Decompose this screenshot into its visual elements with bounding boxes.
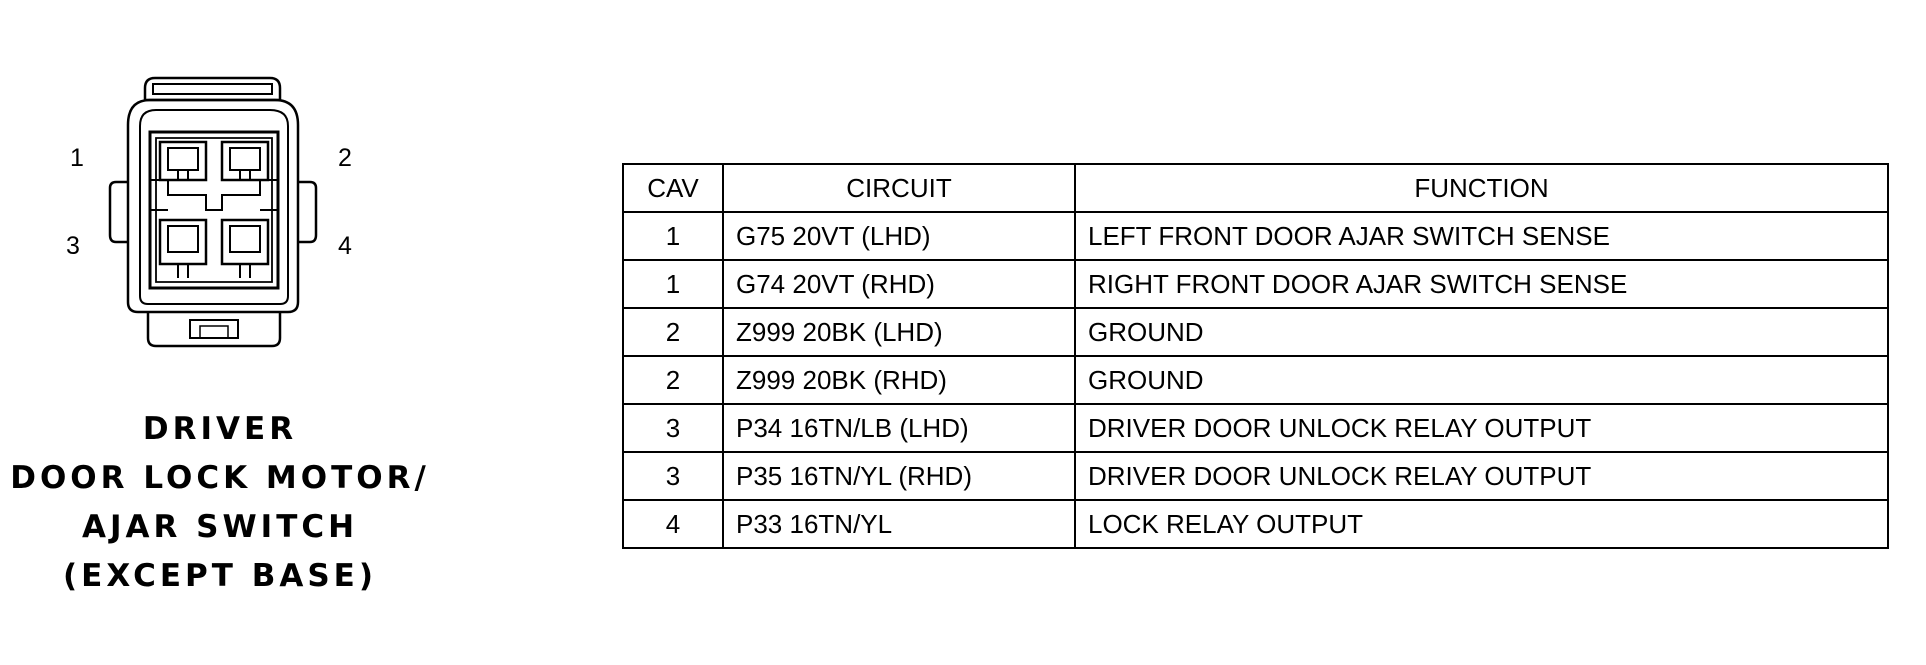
cell-cav: 2 (623, 308, 723, 356)
title-line-3: AJAR SWITCH (81, 509, 359, 545)
cell-function: DRIVER DOOR UNLOCK RELAY OUTPUT (1075, 404, 1888, 452)
header-circuit: CIRCUIT (723, 164, 1075, 212)
connector-outline (50, 70, 370, 370)
title-line-4: (EXCEPT BASE) (62, 558, 378, 594)
table-row (623, 356, 1888, 404)
connector-title (0, 405, 440, 601)
cell-circuit: G74 20VT (RHD) (723, 260, 1075, 308)
pin-label-2: 2 (338, 144, 352, 172)
title-line-2: DOOR LOCK MOTOR/ (10, 460, 430, 496)
cell-function: RIGHT FRONT DOOR AJAR SWITCH SENSE (1075, 260, 1888, 308)
cell-circuit: G75 20VT (LHD) (723, 212, 1075, 260)
header-function: FUNCTION (1075, 164, 1888, 212)
table-row (623, 500, 1888, 548)
cell-circuit: P33 16TN/YL (723, 500, 1075, 548)
table-row (623, 452, 1888, 500)
cell-function: DRIVER DOOR UNLOCK RELAY OUTPUT (1075, 452, 1888, 500)
cell-cav: 4 (623, 500, 723, 548)
table-row (623, 260, 1888, 308)
cell-cav: 3 (623, 452, 723, 500)
cell-circuit: Z999 20BK (LHD) (723, 308, 1075, 356)
table-row (623, 212, 1888, 260)
cell-function: GROUND (1075, 356, 1888, 404)
cell-circuit: P35 16TN/YL (RHD) (723, 452, 1075, 500)
pinout-table (622, 163, 1889, 549)
cell-circuit: Z999 20BK (RHD) (723, 356, 1075, 404)
pin-label-1: 1 (70, 144, 84, 172)
cell-cav: 3 (623, 404, 723, 452)
pin-label-4: 4 (338, 232, 352, 260)
cell-function: LOCK RELAY OUTPUT (1075, 500, 1888, 548)
cell-circuit: P34 16TN/LB (LHD) (723, 404, 1075, 452)
title-line-1: DRIVER (142, 411, 298, 447)
cell-cav: 1 (623, 260, 723, 308)
cell-function: GROUND (1075, 308, 1888, 356)
table-header-row (623, 164, 1888, 212)
table-row (623, 308, 1888, 356)
cell-cav: 2 (623, 356, 723, 404)
cell-function: LEFT FRONT DOOR AJAR SWITCH SENSE (1075, 212, 1888, 260)
connector-diagram (50, 70, 370, 370)
pin-label-3: 3 (66, 232, 80, 260)
cell-cav: 1 (623, 212, 723, 260)
header-cav: CAV (623, 164, 723, 212)
table-row (623, 404, 1888, 452)
